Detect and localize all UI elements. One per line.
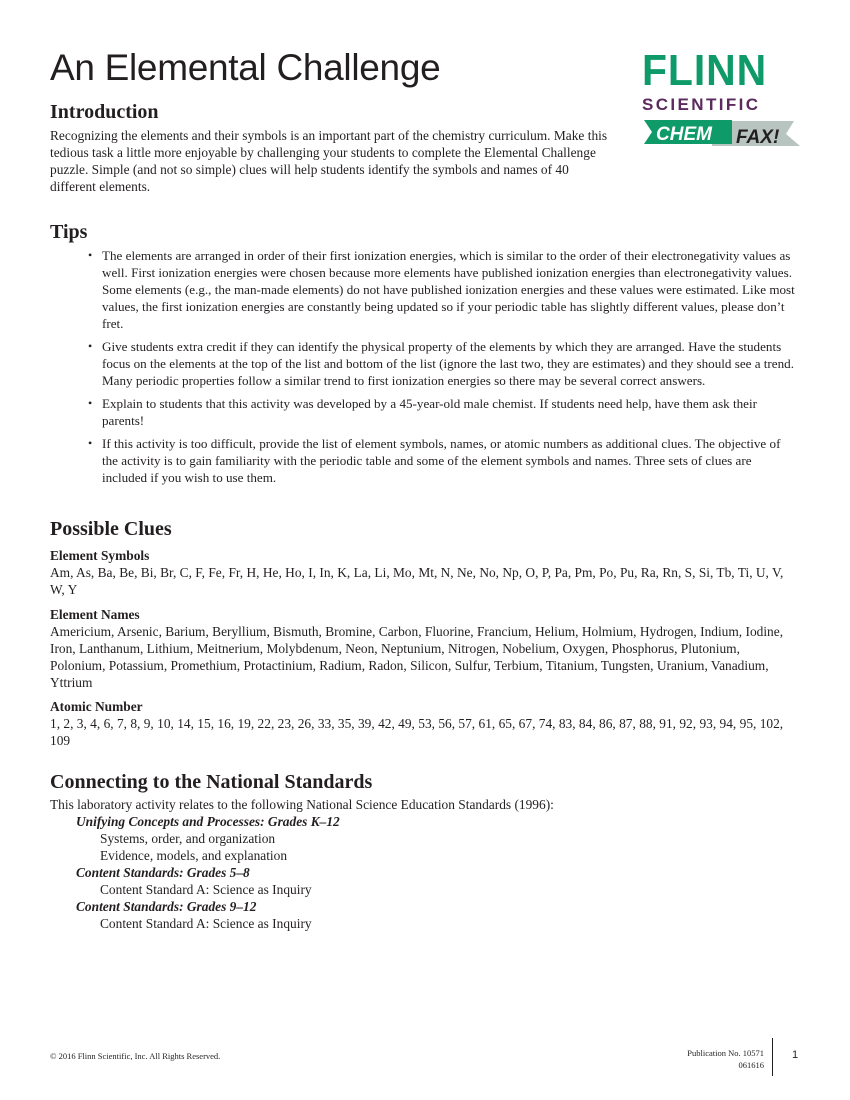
atomic-number-label: Atomic Number <box>50 699 143 714</box>
standards-category: Content Standards: Grades 9–12 <box>76 899 257 914</box>
bullet-icon: • <box>88 339 93 353</box>
standards-intro: This laboratory activity relates to the following National Science Education Standards (1996): <box>50 797 554 812</box>
tip-item: • The elements are arranged in order of their first ionization energies, which is similar to the order of their electronegativity values as well. First ionization energies were chosen because more elements have published ionization energies than electronegativity values. Some elements (e.g., the man-made elements) do not have published ionization energies and these values were estimated. Like most values, the first ionization energies are constantly being updated so if your periodic table has slightly different values, please don’t fret. <box>88 248 795 331</box>
standards-list <box>76 813 340 932</box>
page-title: An Elemental Challenge <box>50 47 441 88</box>
tip-item: • Explain to students that this activity was developed by a 45-year-old male chemist. If students need help, have them ask their parents! <box>88 396 757 428</box>
banner-fax-text: FAX! <box>736 127 780 148</box>
national-standards-heading: Connecting to the National Standards <box>50 771 373 793</box>
element-names-label: Element Names <box>50 607 140 622</box>
publication-number: Publication No. 10571 <box>687 1048 764 1058</box>
standards-item: Evidence, models, and explanation <box>100 848 288 863</box>
bullet-icon: • <box>88 396 93 410</box>
element-names-list: Americium, Arsenic, Barium, Beryllium, Bismuth, Bromine, Carbon, Fluorine, Francium, Helium, Holmium, Hydrogen, Indium, Iodine, Iron, Lanthanum, Lithium, Meitnerium, Molybdenum, Neon, Neptunium, Nitrogen, Nobelium, Oxygen, Phosphorus, Plutonium, Polonium, Potassium, Promethium, Protactinium, Radium, Radon, Silicon, Sulfur, Terbium, Titanium, Tungsten, Uranium, Vanadium, Yttrium <box>50 624 784 690</box>
introduction-text: Recognizing the elements and their symbols is an important part of the chemistry curriculum. Make this tedious task a little more enjoyable by challenging your students to complete the Elemental Challenge puzzle. Simple (and not so simple) clues will help students identify the symbols and names of 40 different elements. <box>50 128 608 194</box>
standards-item: Systems, order, and organization <box>100 831 276 846</box>
tip-item: • If this activity is too difficult, provide the list of element symbols, names, or atomic numbers as additional clues. The objective of the activity is to gain familiarity with the periodic table and some of the element symbols and names. Three sets of clues are included if you wish to use them. <box>88 436 781 485</box>
tip-item: • Give students extra credit if they can identify the physical property of the elements by which they are arranged. Have the students focus on the elements at the top of the list and bottom of the list (ignore the last two, they are estimates) and they should see a trend. Many periodic properties follow a similar trend to first ionization energies so there may be several correct answers. <box>88 339 794 388</box>
logo-flinn-text: FLINN <box>642 46 768 95</box>
logo-scientific-text: SCIENTIFIC <box>642 95 761 114</box>
introduction-heading: Introduction <box>50 101 159 123</box>
page-number: 1 <box>792 1049 799 1061</box>
publication-code: 061616 <box>738 1060 764 1070</box>
standards-category: Unifying Concepts and Processes: Grades K–12 <box>76 814 340 829</box>
bullet-icon: • <box>88 436 93 450</box>
chem-fax-banner <box>642 118 802 148</box>
possible-clues-heading: Possible Clues <box>50 518 172 540</box>
flinn-scientific-logo <box>636 48 806 152</box>
bullet-icon: • <box>88 248 93 262</box>
banner-chem-text: CHEM <box>656 124 712 145</box>
standards-category: Content Standards: Grades 5–8 <box>76 865 250 880</box>
tips-heading: Tips <box>50 221 88 243</box>
footer-divider <box>772 1038 773 1076</box>
tips-list <box>88 247 798 492</box>
footer-publication <box>687 1047 764 1071</box>
standards-item: Content Standard A: Science as Inquiry <box>100 916 312 931</box>
element-symbols-label: Element Symbols <box>50 548 150 563</box>
standards-item: Content Standard A: Science as Inquiry <box>100 882 312 897</box>
atomic-number-list: 1, 2, 3, 4, 6, 7, 8, 9, 10, 14, 15, 16, 19, 22, 23, 26, 33, 35, 39, 42, 49, 53, 56, 57, 61, 65, 67, 74, 83, 84, 86, 87, 88, 91, 92, 93, 94, 95, 102, 109 <box>50 716 784 748</box>
footer-copyright: © 2016 Flinn Scientific, Inc. All Rights Reserved. <box>50 1051 221 1061</box>
element-symbols-list: Am, As, Ba, Be, Bi, Br, C, F, Fe, Fr, H, He, Ho, I, In, K, La, Li, Mo, Mt, N, Ne, No, Np, O, P, Pa, Pm, Po, Pu, Ra, Rn, S, Si, Tb, Ti, U, V, W, Y <box>50 565 784 597</box>
